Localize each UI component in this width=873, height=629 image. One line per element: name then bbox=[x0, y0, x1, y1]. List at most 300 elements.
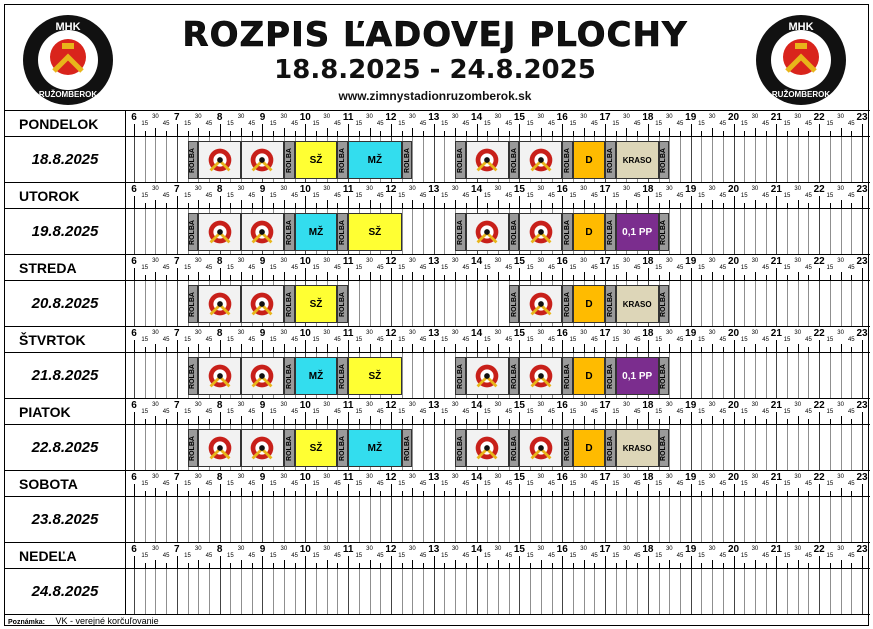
hour-label: 9 bbox=[259, 328, 266, 339]
minute-label: 45 bbox=[591, 337, 598, 343]
website-link[interactable]: www.zimnystadionruzomberok.sk bbox=[338, 89, 532, 103]
rolba-label: ROLBA bbox=[564, 363, 572, 389]
minute-label: 45 bbox=[248, 121, 256, 127]
hour-label: 11 bbox=[342, 112, 354, 123]
minute-label: 15 bbox=[740, 265, 748, 271]
quarter-tick bbox=[723, 419, 724, 424]
time-gridline bbox=[209, 569, 210, 614]
time-gridline bbox=[830, 569, 831, 614]
minute-label: 15 bbox=[227, 409, 234, 415]
minute-label: 45 bbox=[291, 265, 298, 271]
slot-hokej[interactable] bbox=[466, 357, 509, 395]
day-date: 24.8.2025 bbox=[5, 569, 126, 615]
slot-hokej[interactable] bbox=[198, 357, 241, 395]
hour-tick bbox=[862, 196, 863, 208]
quarter-tick bbox=[487, 491, 488, 496]
time-gridline bbox=[594, 569, 595, 614]
quarter-tick bbox=[230, 275, 231, 280]
minute-label: 30 bbox=[751, 546, 759, 552]
hour-tick bbox=[562, 340, 563, 352]
quarter-tick bbox=[337, 131, 338, 136]
hour-tick bbox=[305, 556, 306, 568]
slot-rolba[interactable] bbox=[605, 285, 616, 323]
minute-label: 30 bbox=[494, 402, 502, 408]
day-timeline bbox=[126, 497, 870, 543]
slot-hokej[interactable] bbox=[241, 213, 284, 251]
minute-label: 15 bbox=[355, 553, 363, 559]
hour-tick bbox=[519, 124, 520, 136]
slot-rolba[interactable] bbox=[188, 285, 199, 323]
time-gridline bbox=[305, 569, 306, 614]
time-gridline bbox=[669, 209, 670, 254]
hour-label: 18 bbox=[642, 184, 654, 195]
minute-label: 45 bbox=[762, 193, 769, 199]
slot-d[interactable] bbox=[573, 357, 605, 395]
minute-label: 30 bbox=[280, 330, 288, 336]
hour-scale bbox=[126, 183, 870, 209]
quarter-tick bbox=[273, 203, 274, 208]
time-gridline bbox=[498, 281, 499, 326]
minute-label: 30 bbox=[751, 474, 759, 480]
quarter-tick bbox=[723, 347, 724, 352]
hour-label: 22 bbox=[813, 400, 825, 411]
slot-rolba[interactable] bbox=[562, 141, 573, 179]
slot-rolba[interactable] bbox=[659, 429, 670, 467]
quarter-tick bbox=[198, 200, 199, 208]
hour-label: 8 bbox=[216, 472, 223, 483]
hour-tick bbox=[262, 340, 263, 352]
time-gridline bbox=[444, 137, 445, 182]
quarter-tick bbox=[798, 416, 799, 424]
minute-label: 30 bbox=[580, 330, 587, 336]
minute-label: 15 bbox=[355, 265, 363, 271]
slot-rolba[interactable] bbox=[284, 429, 295, 467]
hour-label: 12 bbox=[385, 256, 397, 267]
hour-label: 17 bbox=[599, 256, 611, 267]
slot-d[interactable] bbox=[573, 429, 605, 467]
time-gridline bbox=[444, 209, 445, 254]
minute-label: 45 bbox=[591, 121, 598, 127]
slot-hokej[interactable] bbox=[519, 285, 562, 323]
hour-label: 12 bbox=[385, 472, 397, 483]
rolba-label: ROLBA bbox=[564, 291, 572, 317]
time-gridline bbox=[819, 281, 820, 326]
minute-label: 45 bbox=[376, 265, 384, 271]
quarter-tick bbox=[444, 491, 445, 496]
slot-hokej[interactable] bbox=[241, 141, 284, 179]
quarter-tick bbox=[798, 344, 799, 352]
hour-label: 19 bbox=[685, 472, 697, 483]
minute-label: 15 bbox=[141, 265, 149, 271]
quarter-tick bbox=[541, 128, 542, 136]
slot-sz[interactable] bbox=[295, 141, 338, 179]
time-gridline bbox=[766, 137, 767, 182]
day-date: 22.8.2025 bbox=[5, 425, 126, 471]
minute-label: 45 bbox=[205, 409, 213, 415]
time-gridline bbox=[787, 209, 788, 254]
rolba-label: ROLBA bbox=[285, 363, 293, 389]
slot-kraso[interactable] bbox=[616, 285, 659, 323]
minute-label: 30 bbox=[237, 186, 245, 192]
time-gridline bbox=[166, 569, 167, 614]
time-gridline bbox=[798, 137, 799, 182]
rolba-label: ROLBA bbox=[660, 147, 668, 173]
quarter-tick bbox=[669, 200, 670, 208]
minute-label: 30 bbox=[751, 258, 759, 264]
minute-label: 30 bbox=[237, 330, 245, 336]
slot-hokej[interactable] bbox=[519, 213, 562, 251]
rolba-label: ROLBA bbox=[457, 435, 465, 461]
quarter-tick bbox=[808, 563, 809, 568]
hour-label: 20 bbox=[727, 184, 740, 195]
quarter-tick bbox=[455, 200, 456, 208]
minute-label: 15 bbox=[355, 409, 363, 415]
slot-rolba[interactable] bbox=[188, 357, 199, 395]
slot-hokej[interactable] bbox=[466, 213, 509, 251]
rolba-label: ROLBA bbox=[285, 435, 293, 461]
rolba-label: ROLBA bbox=[339, 219, 347, 245]
hour-label: 17 bbox=[599, 112, 611, 123]
hour-tick bbox=[605, 484, 606, 496]
hour-label: 8 bbox=[216, 112, 223, 123]
time-gridline bbox=[380, 497, 381, 542]
slot-rolba[interactable] bbox=[562, 213, 573, 251]
slot-rolba[interactable] bbox=[605, 141, 616, 179]
minute-label: 15 bbox=[826, 553, 834, 559]
day-name: PONDELOK bbox=[5, 111, 126, 137]
slot-rolba[interactable] bbox=[605, 357, 616, 395]
slot-d[interactable] bbox=[573, 141, 605, 179]
minute-label: 30 bbox=[280, 186, 288, 192]
quarter-tick bbox=[808, 419, 809, 424]
quarter-tick bbox=[380, 203, 381, 208]
minute-label: 15 bbox=[398, 553, 405, 559]
minute-label: 30 bbox=[665, 258, 673, 264]
hour-tick bbox=[477, 196, 478, 208]
slot-rolba[interactable] bbox=[659, 213, 670, 251]
slot-hokej[interactable] bbox=[198, 429, 241, 467]
quarter-tick bbox=[316, 563, 317, 568]
slot-mz[interactable] bbox=[295, 213, 338, 251]
quarter-tick bbox=[637, 491, 638, 496]
hour-label: 20 bbox=[727, 400, 740, 411]
hour-label: 13 bbox=[428, 328, 440, 339]
minute-label: 15 bbox=[227, 337, 234, 343]
hour-tick bbox=[819, 196, 820, 208]
slot-rolba[interactable] bbox=[188, 429, 199, 467]
time-gridline bbox=[830, 281, 831, 326]
quarter-tick bbox=[188, 491, 189, 496]
slot-rolba[interactable] bbox=[455, 213, 466, 251]
minute-label: 30 bbox=[194, 258, 202, 264]
slot-rolba[interactable] bbox=[337, 213, 348, 251]
time-gridline bbox=[444, 569, 445, 614]
quarter-tick bbox=[370, 488, 371, 496]
minute-label: 45 bbox=[334, 193, 341, 199]
slot-rolba[interactable] bbox=[455, 429, 466, 467]
slot-sz[interactable] bbox=[295, 285, 338, 323]
time-gridline bbox=[145, 425, 146, 470]
slot-rolba[interactable] bbox=[562, 357, 573, 395]
time-gridline bbox=[680, 497, 681, 542]
minute-label: 15 bbox=[269, 481, 277, 487]
slot-mz[interactable] bbox=[295, 357, 338, 395]
time-gridline bbox=[220, 497, 221, 542]
quarter-tick bbox=[712, 128, 713, 136]
quarter-tick bbox=[509, 275, 510, 280]
time-gridline bbox=[766, 497, 767, 542]
quarter-tick bbox=[701, 563, 702, 568]
minute-label: 45 bbox=[719, 409, 727, 415]
quarter-tick bbox=[412, 488, 413, 496]
slot-hokej[interactable] bbox=[198, 141, 241, 179]
slot-rolba[interactable] bbox=[337, 285, 348, 323]
rolba-label: ROLBA bbox=[510, 363, 518, 389]
time-gridline bbox=[477, 281, 478, 326]
hour-label: 16 bbox=[556, 112, 568, 123]
quarter-tick bbox=[359, 275, 360, 280]
quarter-tick bbox=[701, 491, 702, 496]
hour-tick bbox=[562, 484, 563, 496]
quarter-tick bbox=[626, 560, 627, 568]
hockey-club-icon bbox=[245, 361, 279, 391]
slot-rolba[interactable] bbox=[509, 429, 520, 467]
quarter-tick bbox=[359, 419, 360, 424]
hour-label: 16 bbox=[556, 328, 568, 339]
minute-label: 15 bbox=[184, 193, 191, 199]
slot-rolba[interactable] bbox=[337, 429, 348, 467]
time-gridline bbox=[220, 569, 221, 614]
minute-label: 15 bbox=[184, 265, 191, 271]
slot-rolba[interactable] bbox=[659, 285, 670, 323]
quarter-tick bbox=[145, 563, 146, 568]
slot-sz[interactable] bbox=[295, 429, 338, 467]
slot-rolba[interactable] bbox=[659, 141, 670, 179]
slot-kraso[interactable] bbox=[616, 429, 659, 467]
minute-label: 30 bbox=[580, 546, 587, 552]
slot-rolba[interactable] bbox=[659, 357, 670, 395]
minute-label: 45 bbox=[376, 553, 384, 559]
minute-label: 45 bbox=[162, 121, 170, 127]
minute-label: 15 bbox=[526, 553, 534, 559]
time-gridline bbox=[808, 281, 809, 326]
slot-hokej[interactable] bbox=[198, 285, 241, 323]
quarter-tick bbox=[626, 488, 627, 496]
hour-scale bbox=[126, 471, 870, 497]
time-gridline bbox=[734, 353, 735, 398]
quarter-tick bbox=[669, 344, 670, 352]
time-gridline bbox=[209, 497, 210, 542]
quarter-tick bbox=[273, 419, 274, 424]
quarter-tick bbox=[594, 563, 595, 568]
time-gridline bbox=[434, 425, 435, 470]
minute-label: 45 bbox=[248, 337, 256, 343]
hour-tick bbox=[477, 340, 478, 352]
slot-hokej[interactable] bbox=[241, 357, 284, 395]
quarter-tick bbox=[669, 488, 670, 496]
slot-rolba[interactable] bbox=[455, 141, 466, 179]
slot-rolba[interactable] bbox=[188, 141, 199, 179]
slot-d[interactable] bbox=[573, 285, 605, 323]
slot-rolba[interactable] bbox=[402, 141, 413, 179]
slot-rolba[interactable] bbox=[605, 429, 616, 467]
slot-rolba[interactable] bbox=[509, 141, 520, 179]
quarter-tick bbox=[712, 200, 713, 208]
slot-sz[interactable] bbox=[348, 357, 402, 395]
minute-label: 45 bbox=[376, 481, 384, 487]
mhk-logo-left bbox=[21, 13, 115, 107]
slot-rolba[interactable] bbox=[562, 429, 573, 467]
minute-label: 30 bbox=[665, 330, 673, 336]
quarter-tick bbox=[327, 128, 328, 136]
quarter-tick bbox=[327, 272, 328, 280]
minute-label: 15 bbox=[655, 553, 662, 559]
minute-label: 15 bbox=[398, 193, 405, 199]
slot-rolba[interactable] bbox=[284, 141, 295, 179]
slot-hokej[interactable] bbox=[519, 357, 562, 395]
time-gridline bbox=[701, 425, 702, 470]
slot-hokej[interactable] bbox=[241, 429, 284, 467]
slot-hokej[interactable] bbox=[466, 141, 509, 179]
time-gridline bbox=[787, 497, 788, 542]
minute-label: 15 bbox=[312, 337, 320, 343]
slot-hokej[interactable] bbox=[519, 141, 562, 179]
quarter-tick bbox=[188, 131, 189, 136]
time-gridline bbox=[701, 137, 702, 182]
slot-rolba[interactable] bbox=[509, 285, 520, 323]
quarter-tick bbox=[402, 419, 403, 424]
slot-rolba[interactable] bbox=[284, 285, 295, 323]
time-gridline bbox=[798, 497, 799, 542]
quarter-tick bbox=[712, 560, 713, 568]
hour-label: 16 bbox=[556, 472, 568, 483]
minute-label: 45 bbox=[205, 121, 213, 127]
hour-tick bbox=[134, 340, 135, 352]
time-gridline bbox=[412, 497, 413, 542]
page-title: ROZPIS ĽADOVEJ PLOCHY bbox=[182, 15, 688, 55]
slot-sz[interactable] bbox=[348, 213, 402, 251]
quarter-tick bbox=[188, 563, 189, 568]
time-gridline bbox=[444, 497, 445, 542]
quarter-tick bbox=[145, 419, 146, 424]
minute-label: 45 bbox=[591, 409, 598, 415]
quarter-tick bbox=[444, 131, 445, 136]
slot-rolba[interactable] bbox=[605, 213, 616, 251]
time-gridline bbox=[177, 209, 178, 254]
minute-label: 45 bbox=[205, 265, 213, 271]
hour-label: 13 bbox=[428, 472, 440, 483]
time-gridline bbox=[155, 137, 156, 182]
minute-label: 15 bbox=[612, 121, 620, 127]
hockey-club-icon bbox=[524, 217, 558, 247]
slot-pp[interactable] bbox=[616, 213, 659, 251]
time-gridline bbox=[787, 425, 788, 470]
time-gridline bbox=[295, 569, 296, 614]
quarter-tick bbox=[444, 419, 445, 424]
quarter-tick bbox=[680, 491, 681, 496]
hour-tick bbox=[605, 412, 606, 424]
hour-tick bbox=[776, 196, 777, 208]
minute-label: 30 bbox=[152, 330, 159, 336]
minute-label: 15 bbox=[227, 121, 234, 127]
slot-label: D bbox=[585, 154, 593, 166]
slot-hokej[interactable] bbox=[466, 429, 509, 467]
slot-rolba[interactable] bbox=[337, 141, 348, 179]
quarter-tick bbox=[669, 416, 670, 424]
time-gridline bbox=[851, 497, 852, 542]
minute-label: 15 bbox=[483, 193, 491, 199]
slot-mz[interactable] bbox=[348, 429, 402, 467]
minute-label: 15 bbox=[826, 481, 834, 487]
hour-tick bbox=[734, 556, 735, 568]
rolba-label: ROLBA bbox=[510, 219, 518, 245]
slot-pp[interactable] bbox=[616, 357, 659, 395]
quarter-tick bbox=[359, 563, 360, 568]
hour-tick bbox=[605, 268, 606, 280]
hour-tick bbox=[734, 484, 735, 496]
time-gridline bbox=[841, 497, 842, 542]
slot-rolba[interactable] bbox=[188, 213, 199, 251]
minute-label: 45 bbox=[419, 193, 427, 199]
hockey-club-icon bbox=[524, 145, 558, 175]
quarter-tick bbox=[701, 347, 702, 352]
quarter-tick bbox=[541, 560, 542, 568]
slot-d[interactable] bbox=[573, 213, 605, 251]
slot-rolba[interactable] bbox=[284, 357, 295, 395]
hour-tick bbox=[519, 412, 520, 424]
mhk-logo-right bbox=[754, 13, 848, 107]
time-gridline bbox=[830, 425, 831, 470]
slot-rolba[interactable] bbox=[402, 429, 413, 467]
hour-tick bbox=[305, 412, 306, 424]
minute-label: 45 bbox=[291, 337, 298, 343]
quarter-tick bbox=[723, 203, 724, 208]
quarter-tick bbox=[295, 203, 296, 208]
slot-label: D bbox=[585, 226, 593, 238]
hour-tick bbox=[776, 268, 777, 280]
minute-label: 15 bbox=[740, 409, 748, 415]
quarter-tick bbox=[552, 563, 553, 568]
slot-rolba[interactable] bbox=[455, 357, 466, 395]
quarter-tick bbox=[198, 344, 199, 352]
minute-label: 30 bbox=[494, 330, 502, 336]
slot-rolba[interactable] bbox=[509, 213, 520, 251]
minute-label: 30 bbox=[323, 186, 331, 192]
minute-label: 15 bbox=[569, 553, 577, 559]
quarter-tick bbox=[680, 203, 681, 208]
quarter-tick bbox=[209, 347, 210, 352]
slot-mz[interactable] bbox=[348, 141, 402, 179]
minute-label: 30 bbox=[280, 114, 288, 120]
slot-hokej[interactable] bbox=[241, 285, 284, 323]
minute-label: 30 bbox=[537, 114, 545, 120]
hour-label: 18 bbox=[642, 328, 654, 339]
rolba-label: ROLBA bbox=[339, 147, 347, 173]
slot-rolba[interactable] bbox=[509, 357, 520, 395]
quarter-tick bbox=[798, 488, 799, 496]
slot-rolba[interactable] bbox=[562, 285, 573, 323]
quarter-tick bbox=[370, 344, 371, 352]
time-gridline bbox=[851, 353, 852, 398]
slot-kraso[interactable] bbox=[616, 141, 659, 179]
slot-hokej[interactable] bbox=[198, 213, 241, 251]
slot-rolba[interactable] bbox=[337, 357, 348, 395]
time-gridline bbox=[851, 209, 852, 254]
quarter-tick bbox=[541, 344, 542, 352]
slot-hokej[interactable] bbox=[519, 429, 562, 467]
quarter-tick bbox=[145, 203, 146, 208]
slot-rolba[interactable] bbox=[284, 213, 295, 251]
